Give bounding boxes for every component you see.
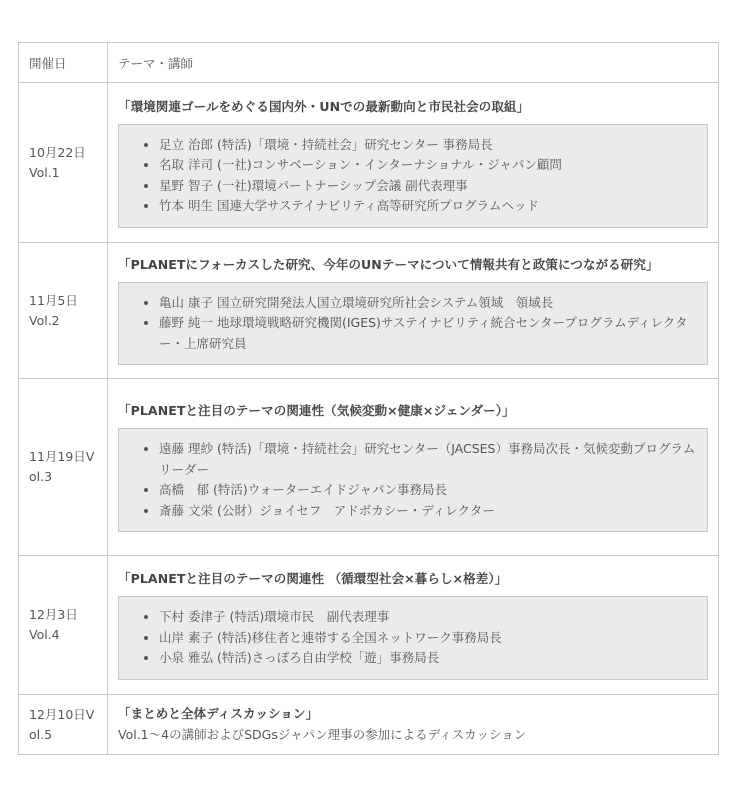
session-date: 11月19日Vol.3 [29,449,95,484]
session-row [19,243,719,379]
speaker-list [131,135,699,217]
speaker-box [118,428,708,532]
session-vol: Vol.1 [29,164,60,180]
session-date-cell [19,243,108,379]
session-date-cell [19,556,108,695]
session-date-cell [19,83,108,243]
speaker-item: • 下村 委津子 (特活)環境市民 副代表理事 [159,607,699,628]
session-row [19,379,719,556]
session-row [19,556,719,695]
session-vol: Vol.4 [29,627,60,642]
session-title: 「PLANETと注目のテーマの関連性 （循環型社会×暮らし×格差）」 [118,571,508,587]
header-date: 開催日 [19,43,108,83]
session-title: 「まとめと全体ディスカッション」 [118,705,319,721]
schedule-table [18,42,719,755]
session-title: 「PLANETにフォーカスした研究、今年のUNテーマについて情報共有と政策につながる研究」 [118,256,659,272]
session-topic-cell [108,83,719,243]
speaker-box [118,596,708,680]
session-topic-cell [108,556,719,695]
header-row [19,43,719,83]
speaker-box [118,124,708,228]
speaker-item: • 小泉 雅弘 (特活)さっぽろ自由学校「遊」事務局長 [159,648,699,669]
session-topic-cell [108,695,719,755]
session-date: 10月22日 [29,144,86,160]
speaker-item: • 斎藤 文栄 (公財）ジョイセフ アドボカシー・ディレクター [159,501,699,522]
speaker-item: • 山岸 素子 (特活)移住者と連帯する全国ネットワーク事務局長 [159,628,699,649]
speaker-item: • 亀山 康子 国立研究開発法人国立環境研究所社会システム領域 領域長 [159,293,699,314]
speaker-item: • 竹本 明生 国連大学サステイナビリティ高等研究所プログラムヘッド [159,196,699,217]
speaker-item: • 藤野 純一 地球環境戦略研究機関(IGES)サステイナビリティ統合センタープログラムディレクター・上席研究員 [159,313,699,354]
session-date-cell [19,695,108,755]
speaker-item: • 高橋 郁 (特活)ウォーターエイドジャパン事務局長 [159,480,699,501]
speaker-list [131,607,699,669]
speaker-item: • 星野 智子 (一社)環境パートナーシップ会議 副代表理事 [159,176,699,197]
session-row [19,83,719,243]
session-date: 12月10日Vol.5 [29,706,95,742]
session-date: 12月3日 [29,607,78,622]
speaker-item: • 名取 洋司 (一社)コンサベーション・インターナショナル・ジャパン顧問 [159,155,699,176]
speaker-item: • 遠藤 理紗 (特活)「環境・持続社会」研究センター（JACSES）事務局次長・気候変動プログラムリーダー [159,439,699,480]
speaker-list [131,439,699,521]
speaker-list [131,293,699,355]
session-topic-cell [108,243,719,379]
session-title: 「環境関連ゴールをめぐる国内外・UNでの最新動向と市民社会の取組」 [118,98,530,114]
session-vol: Vol.2 [29,312,60,328]
session-description: Vol.1〜4の講師およびSDGsジャパン理事の参加によるディスカッション [118,726,527,742]
session-row [19,695,719,755]
session-date: 11月5日 [29,292,78,308]
header-topic: テーマ・講師 [108,43,719,83]
speaker-box [118,282,708,366]
session-topic-cell [108,379,719,556]
speaker-item: • 足立 治郎 (特活)「環境・持続社会」研究センター 事務局長 [159,135,699,156]
session-title: 「PLANETと注目のテーマの関連性（気候変動×健康×ジェンダー）」 [118,403,515,418]
session-date-cell [19,379,108,556]
